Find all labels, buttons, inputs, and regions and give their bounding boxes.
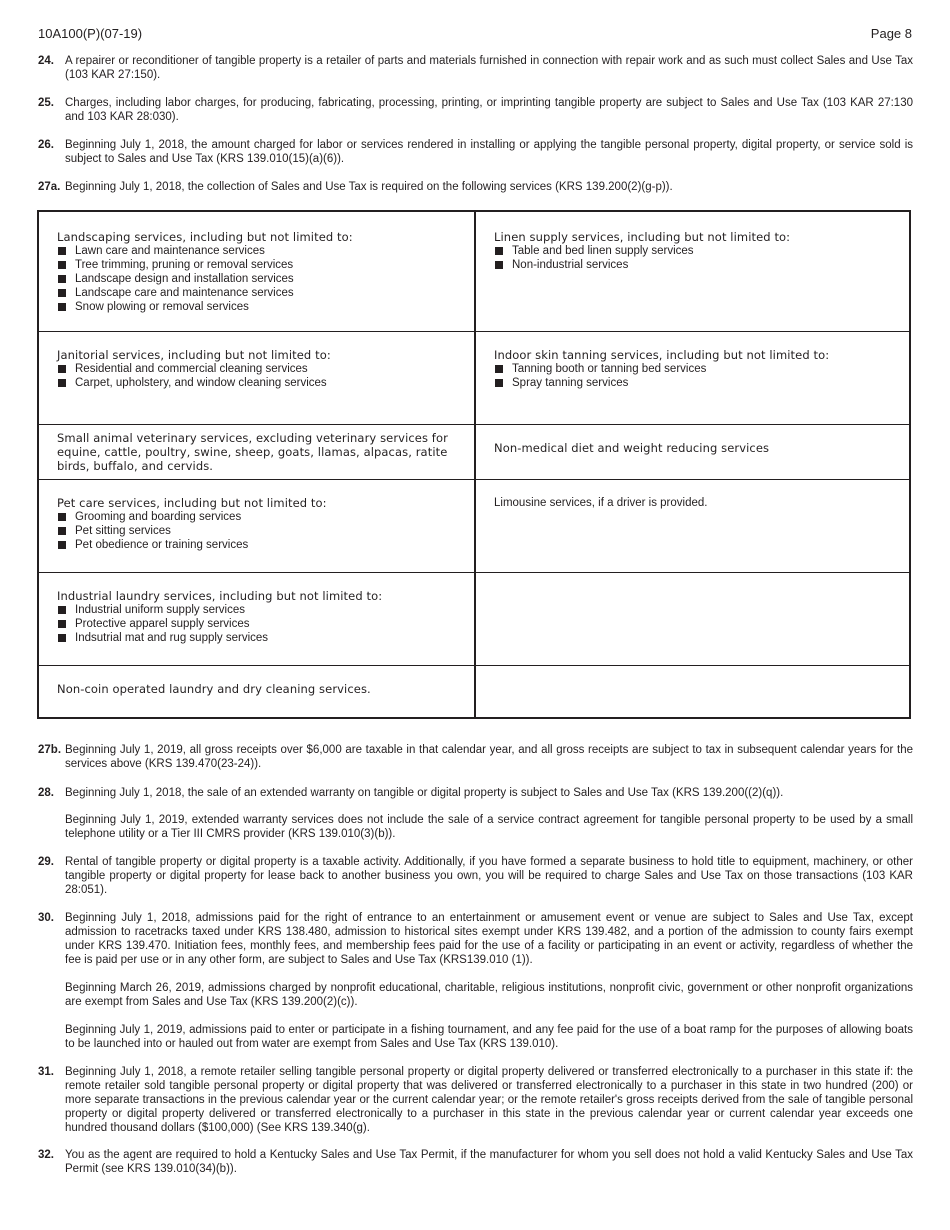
cell-diet	[494, 441, 894, 455]
bullet-item: Pet obedience or training services	[57, 538, 457, 552]
row-divider	[39, 572, 909, 573]
cell-petcare	[57, 496, 457, 552]
bullet-item: Spray tanning services	[494, 376, 894, 390]
item-28	[38, 786, 913, 800]
item-27a	[38, 180, 913, 194]
bullet-item: Grooming and boarding services	[57, 510, 457, 524]
bullet-item: Snow plowing or removal services	[57, 300, 457, 314]
item-text: Beginning July 1, 2018, admissions paid for the right of entrance to an entertainment or amusement event or venue are subject to Sales and Use Tax, except admission to racetracks taxed under KRS 138.480, admission to historical sites exempt under KRS 139.482, and a portion of the admission to county fairs exempt under KRS 139.470. Initiation fees, monthly fees, and membership fees paid for the use of a facility or participating in an event or activity, regardless of whether the fee is paid per use or in any other form, are subject to Sales and Use Tax (KRS139.010 (1)).	[65, 912, 913, 966]
service-lead: Limousine services, if a driver is provided.	[494, 497, 708, 509]
item-text: Beginning July 1, 2018, a remote retailer selling tangible personal property or digital property delivered or transferred electronically to a purchaser in this state if: the remote retailer sold tangible personal property or digital property that was delivered or transferred electronically to a purchaser in this state in two hundred (200) or more separate transactions in the previous calendar year or the current calendar year; or the remote retailer's gross receipts derived from the sale of tangible personal property or digital property delivered or transferred electronically to a purchaser in this state in the previous calendar year or current calendar year exceeds one hundred thousand dollars ($100,000) (See KRS 139.340(g).	[65, 1066, 913, 1134]
cell-linen	[494, 230, 894, 272]
cell-veterinary	[57, 431, 457, 473]
bullet-item: Tree trimming, pruning or removal services	[57, 258, 457, 272]
bullet-item: Residential and commercial cleaning services	[57, 362, 457, 376]
row-divider	[39, 665, 909, 666]
row-divider	[39, 479, 909, 480]
cell-janitorial	[57, 348, 457, 390]
service-lead: Linen supply services, including but not limited to:	[494, 230, 791, 244]
item-30-paragraph: Beginning July 1, 2019, admissions paid to enter or participate in a fishing tournament, and any fee paid for the use of a boat ramp for the purposes of allowing boats to be launched into or hauled out from water are exempt from Sales and Use Tax (KRS 139.010).	[65, 1024, 913, 1050]
item-28-paragraph: Beginning July 1, 2019, extended warranty services does not include the sale of a service contract agreement for tangible personal property to be used by a small telephone utility or a Tier III CMRS provider (KRS 139.010(3)(b)).	[65, 814, 913, 840]
cell-tanning	[494, 348, 894, 390]
service-lead: Indoor skin tanning services, including but not limited to:	[494, 348, 830, 362]
bullet-item: Industrial uniform supply services	[57, 603, 457, 617]
service-lead: Non-medical diet and weight reducing services	[494, 441, 770, 455]
item-26	[38, 138, 913, 166]
bullet-item: Non-industrial services	[494, 258, 894, 272]
service-lead: Small animal veterinary services, excluding veterinary services for equine, cattle, poultry, swine, sheep, goats, llamas, alpacas, ratite birds, buffalo, and cervids.	[57, 431, 448, 473]
service-lead: Landscaping services, including but not limited to:	[57, 230, 353, 244]
item-24	[38, 54, 913, 82]
item-number: 25.	[38, 97, 54, 109]
column-divider	[474, 212, 476, 717]
bullet-item: Carpet, upholstery, and window cleaning services	[57, 376, 457, 390]
cell-limousine	[494, 496, 894, 510]
item-31	[38, 1065, 913, 1135]
bullet-item: Lawn care and maintenance services	[57, 244, 457, 258]
item-25	[38, 96, 913, 124]
item-text: Charges, including labor charges, for producing, fabricating, processing, printing, or imprinting tangible property are subject to Sales and Use Tax (103 KAR 27:130 and 103 KAR 28:030).	[65, 97, 913, 123]
item-text: Beginning July 1, 2018, the collection of Sales and Use Tax is required on the following services (KRS 139.200(2)(g-p)).	[65, 181, 673, 193]
item-text: Rental of tangible property or digital property is a taxable activity. Additionally, if you have formed a separate business to hold title to equipment, machinery, or other tangible property or digital property for lease back to another business you own, you will be required to charge Sales and Use Tax on those transactions (103 KAR 28:051).	[65, 856, 913, 896]
bullet-item: Indsutrial mat and rug supply services	[57, 631, 457, 645]
item-number: 28.	[38, 787, 54, 799]
bullet-item: Pet sitting services	[57, 524, 457, 538]
item-number: 31.	[38, 1066, 54, 1078]
item-number: 27a.	[38, 181, 61, 193]
cell-dry-cleaning	[57, 682, 457, 696]
item-30	[38, 911, 913, 967]
cell-industrial-laundry	[57, 589, 457, 645]
row-divider	[39, 331, 909, 332]
bullet-item: Tanning booth or tanning bed services	[494, 362, 894, 376]
bullet-item: Protective apparel supply services	[57, 617, 457, 631]
item-text: Beginning July 1, 2018, the amount charged for labor or services rendered in installing or applying the tangible personal property, digital property, or service sold is subject to Sales and Use Tax (KRS 139.010(15)(a)(6)).	[65, 139, 913, 165]
item-number: 24.	[38, 55, 54, 67]
item-32	[38, 1148, 913, 1176]
item-text: Beginning July 1, 2018, the sale of an extended warranty on tangible or digital property is subject to Sales and Use Tax (KRS 139.200((2)(q)).	[65, 787, 784, 799]
item-text: A repairer or reconditioner of tangible property is a retailer of parts and materials furnished in connection with repair work and as such must collect Sales and Use Tax (103 KAR 27:150).	[65, 55, 913, 81]
bullet-item: Table and bed linen supply services	[494, 244, 894, 258]
item-number: 32.	[38, 1149, 54, 1161]
bullet-item: Landscape care and maintenance services	[57, 286, 457, 300]
cell-landscaping	[57, 230, 457, 314]
item-text: Beginning July 1, 2019, all gross receipts over $6,000 are taxable in that calendar year, and all gross receipts are subject to tax in subsequent calendar years for the services above (KRS 139.470(23-24)).	[65, 744, 913, 770]
services-table	[37, 210, 911, 719]
page-number: Page 8	[870, 26, 912, 41]
form-id: 10A100(P)(07-19)	[38, 26, 143, 41]
item-29	[38, 855, 913, 897]
service-lead: Non-coin operated laundry and dry cleaning services.	[57, 682, 371, 696]
item-27b	[38, 743, 913, 771]
row-divider	[39, 424, 909, 425]
service-lead: Industrial laundry services, including but not limited to:	[57, 589, 383, 603]
item-number: 30.	[38, 912, 54, 924]
service-lead: Pet care services, including but not limited to:	[57, 496, 327, 510]
item-number: 27b.	[38, 744, 62, 756]
item-text: You as the agent are required to hold a Kentucky Sales and Use Tax Permit, if the manufacturer for whom you sell does not hold a valid Kentucky Sales and Use Tax Permit (see KRS 139.010(34)(b)).	[65, 1149, 913, 1175]
service-lead: Janitorial services, including but not limited to:	[57, 348, 331, 362]
item-30-paragraph: Beginning March 26, 2019, admissions charged by nonprofit educational, charitable, religious institutions, nonprofit civic, government or other nonprofit organizations are exempt from Sales and Use Tax (KRS 139.200(2)(c)).	[65, 982, 913, 1008]
bullet-item: Landscape design and installation services	[57, 272, 457, 286]
item-number: 29.	[38, 856, 54, 868]
item-number: 26.	[38, 139, 54, 151]
